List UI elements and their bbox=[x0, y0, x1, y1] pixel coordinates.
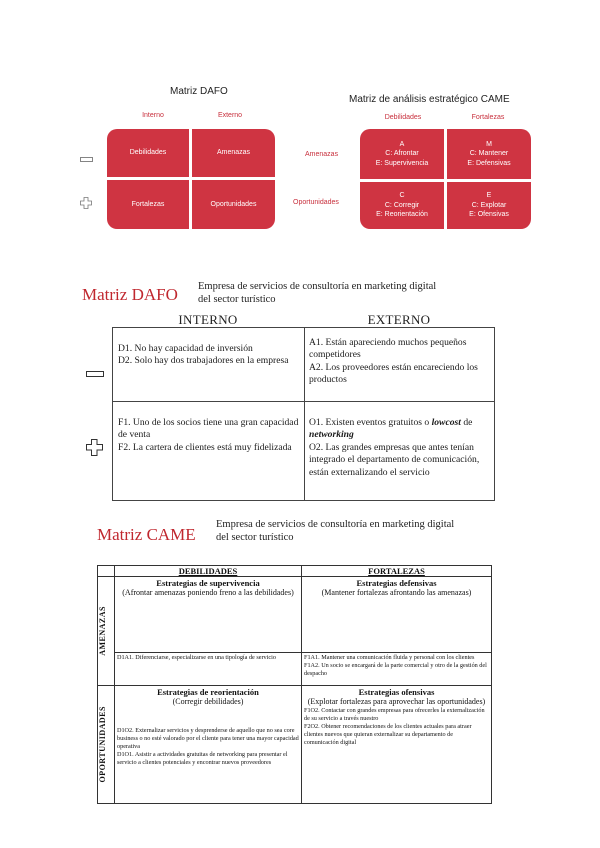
strategy-text: D1O1. Asistir a actividades gratuitas de networking para presentar el servicio a clientes potenciales y encontrar nuevos proveedores bbox=[117, 750, 288, 766]
dafo-fortalezas-cell bbox=[118, 417, 300, 454]
dafo-oportunidades-cell bbox=[309, 417, 491, 479]
debilidad-item: D2. Solo hay dos trabajadores en la empresa bbox=[118, 355, 289, 367]
strategy-title: Estrategias de supervivencia bbox=[156, 578, 260, 588]
defensivas-cell bbox=[302, 577, 492, 653]
o1-text: de bbox=[463, 417, 473, 428]
came-grid bbox=[360, 129, 531, 229]
dafo-cell-debilidades: Debilidades bbox=[107, 129, 189, 177]
came-row-header-oportunidades: Oportunidades bbox=[293, 199, 339, 206]
came-cell-explotar bbox=[447, 182, 531, 229]
strategy-text: F1A2. Un socio se encargará de la parte comercial y otro de la gestión del despacho bbox=[304, 662, 487, 678]
came-cell-line: E: Defensivas bbox=[467, 159, 511, 167]
strategy-title: Estrategias de reorientación bbox=[157, 687, 259, 697]
minus-icon bbox=[86, 365, 104, 383]
came-cell-afrontar bbox=[360, 129, 444, 179]
strategy-subtitle: (Corregir debilidades) bbox=[172, 697, 244, 706]
dafo-col-header-interno: Interno bbox=[142, 112, 164, 119]
reorientacion-cell bbox=[115, 686, 302, 804]
dafo-debilidades-cell bbox=[118, 343, 300, 368]
plus-icon bbox=[80, 196, 92, 214]
came-section-company bbox=[216, 519, 454, 544]
strategy-text: D1A1. Diferenciarse, especializarse en una tipología de servicio bbox=[117, 654, 276, 661]
strategy-text: D1O2. Externalizar servicios y desprenderse de aquello que no sea core business o no esté valorado por el cliente para tener una mayor capacidad operativa bbox=[117, 726, 299, 750]
came-cell-line: C: Corregir bbox=[384, 201, 420, 209]
came-cell-letter: A bbox=[399, 140, 405, 148]
came-cell-letter: M bbox=[486, 140, 492, 148]
oportunidad-item bbox=[309, 417, 491, 442]
defensivas-detail-cell bbox=[302, 653, 492, 686]
fortaleza-item: F2. La cartera de clientes está muy fidelizada bbox=[118, 441, 292, 453]
horizontal-divider bbox=[113, 401, 494, 402]
o1-emphasis: networking bbox=[309, 429, 354, 441]
strategy-subtitle: (Mantener fortalezas afrontando las amenazas) bbox=[321, 588, 472, 597]
came-cell-line: E: Ofensivas bbox=[469, 211, 509, 219]
row-label-cell bbox=[98, 577, 115, 686]
corner-cell bbox=[98, 566, 115, 577]
table-row bbox=[98, 653, 492, 686]
amenaza-item: A1. Están apareciendo muchos pequeños competidores bbox=[309, 337, 467, 361]
dafo-cell-amenazas: Amenazas bbox=[192, 129, 275, 177]
row-label-cell bbox=[98, 686, 115, 804]
table-row bbox=[98, 686, 492, 804]
strategy-subtitle: (Explotar fortalezas para aprovechar las oportunidades) bbox=[307, 697, 486, 706]
table-row bbox=[98, 577, 492, 653]
supervivencia-detail-cell bbox=[115, 653, 302, 686]
fortaleza-item: F1. Uno de los socios tiene una gran capacidad de venta bbox=[118, 417, 299, 441]
dafo-grid bbox=[107, 129, 275, 229]
o1-text: O1. Existen eventos gratuitos o bbox=[309, 417, 430, 428]
company-line: Empresa de servicios de consultoría en marketing digital bbox=[216, 519, 455, 530]
strategy-text: F2O2. Obtener recomendaciones de los clientes actuales para atraer clientes nuevos que quieran externalizar su departamento de comunicación digital bbox=[304, 722, 472, 746]
dafo-amenazas-cell bbox=[309, 337, 491, 387]
came-cell-mantener bbox=[447, 129, 531, 179]
came-section-title: Matriz CAME bbox=[97, 525, 196, 544]
o1-emphasis: lowcost bbox=[431, 417, 461, 428]
came-cell-line: E: Reorientación bbox=[376, 211, 428, 219]
came-diagram-title: Matriz de análisis estratégico CAME bbox=[349, 94, 510, 105]
table-row bbox=[98, 566, 492, 577]
dafo-matrix-table bbox=[112, 327, 495, 501]
row-label-oportunidades: OPORTUNIDADES bbox=[98, 706, 107, 783]
came-cell-line: C: Afrontar bbox=[385, 150, 419, 158]
came-cell-line: E: Supervivencia bbox=[375, 159, 429, 167]
strategy-text: F1A1. Mantener una comunicación fluida y personal con los clientes bbox=[304, 654, 475, 661]
ofensivas-cell bbox=[302, 686, 492, 804]
came-cell-line: C: Explotar bbox=[471, 201, 507, 209]
dafo-section-title: Matriz DAFO bbox=[82, 285, 178, 304]
dafo-col-header-externo: Externo bbox=[217, 112, 243, 119]
dafo-header-externo: EXTERNO bbox=[367, 312, 431, 327]
came-cell-corregir bbox=[360, 182, 444, 229]
supervivencia-cell bbox=[115, 577, 302, 653]
dafo-section-company bbox=[198, 281, 436, 306]
dafo-cell-oportunidades: Oportunidades bbox=[192, 180, 275, 229]
came-header-fortalezas: FORTALEZAS bbox=[302, 566, 492, 577]
came-col-header-fortalezas: Fortalezas bbox=[471, 114, 505, 121]
amenaza-item: A2. Los proveedores están encareciendo los productos bbox=[309, 361, 478, 386]
came-cell-letter: E bbox=[486, 192, 492, 200]
company-line: del sector turístico bbox=[198, 293, 276, 305]
strategy-title: Estrategias defensivas bbox=[356, 578, 437, 588]
company-line: del sector turístico bbox=[216, 531, 294, 543]
came-cell-letter: C bbox=[399, 192, 405, 200]
strategy-text: F1O2. Contactar con grandes empresas para ofrecerles la externalización de su servicio a través nuestro bbox=[304, 706, 485, 722]
dafo-cell-fortalezas: Fortalezas bbox=[107, 180, 189, 229]
row-label-amenazas: AMENAZAS bbox=[98, 606, 107, 656]
dafo-header-interno: INTERNO bbox=[178, 312, 238, 327]
came-row-header-amenazas: Amenazas bbox=[305, 151, 339, 158]
company-line: Empresa de servicios de consultoría en marketing digital bbox=[198, 281, 437, 292]
strategy-subtitle: (Afrontar amenazas poniendo freno a las debilidades) bbox=[122, 588, 294, 597]
came-header-debilidades: DEBILIDADES bbox=[115, 566, 302, 577]
plus-icon bbox=[86, 439, 103, 461]
came-col-header-debilidades: Debilidades bbox=[384, 114, 422, 121]
debilidad-item: D1. No hay capacidad de inversión bbox=[118, 343, 253, 354]
vertical-divider bbox=[304, 328, 305, 500]
strategy-title: Estrategias ofensivas bbox=[358, 687, 435, 697]
dafo-diagram-title: Matriz DAFO bbox=[170, 86, 228, 97]
minus-icon bbox=[80, 150, 93, 168]
oportunidad-item: O2. Las grandes empresas que antes tenían integrado el departamento de comunicación, están externalizando el servicio bbox=[309, 441, 480, 478]
came-matrix-table bbox=[97, 565, 492, 804]
came-cell-line: C: Mantener bbox=[469, 150, 509, 158]
